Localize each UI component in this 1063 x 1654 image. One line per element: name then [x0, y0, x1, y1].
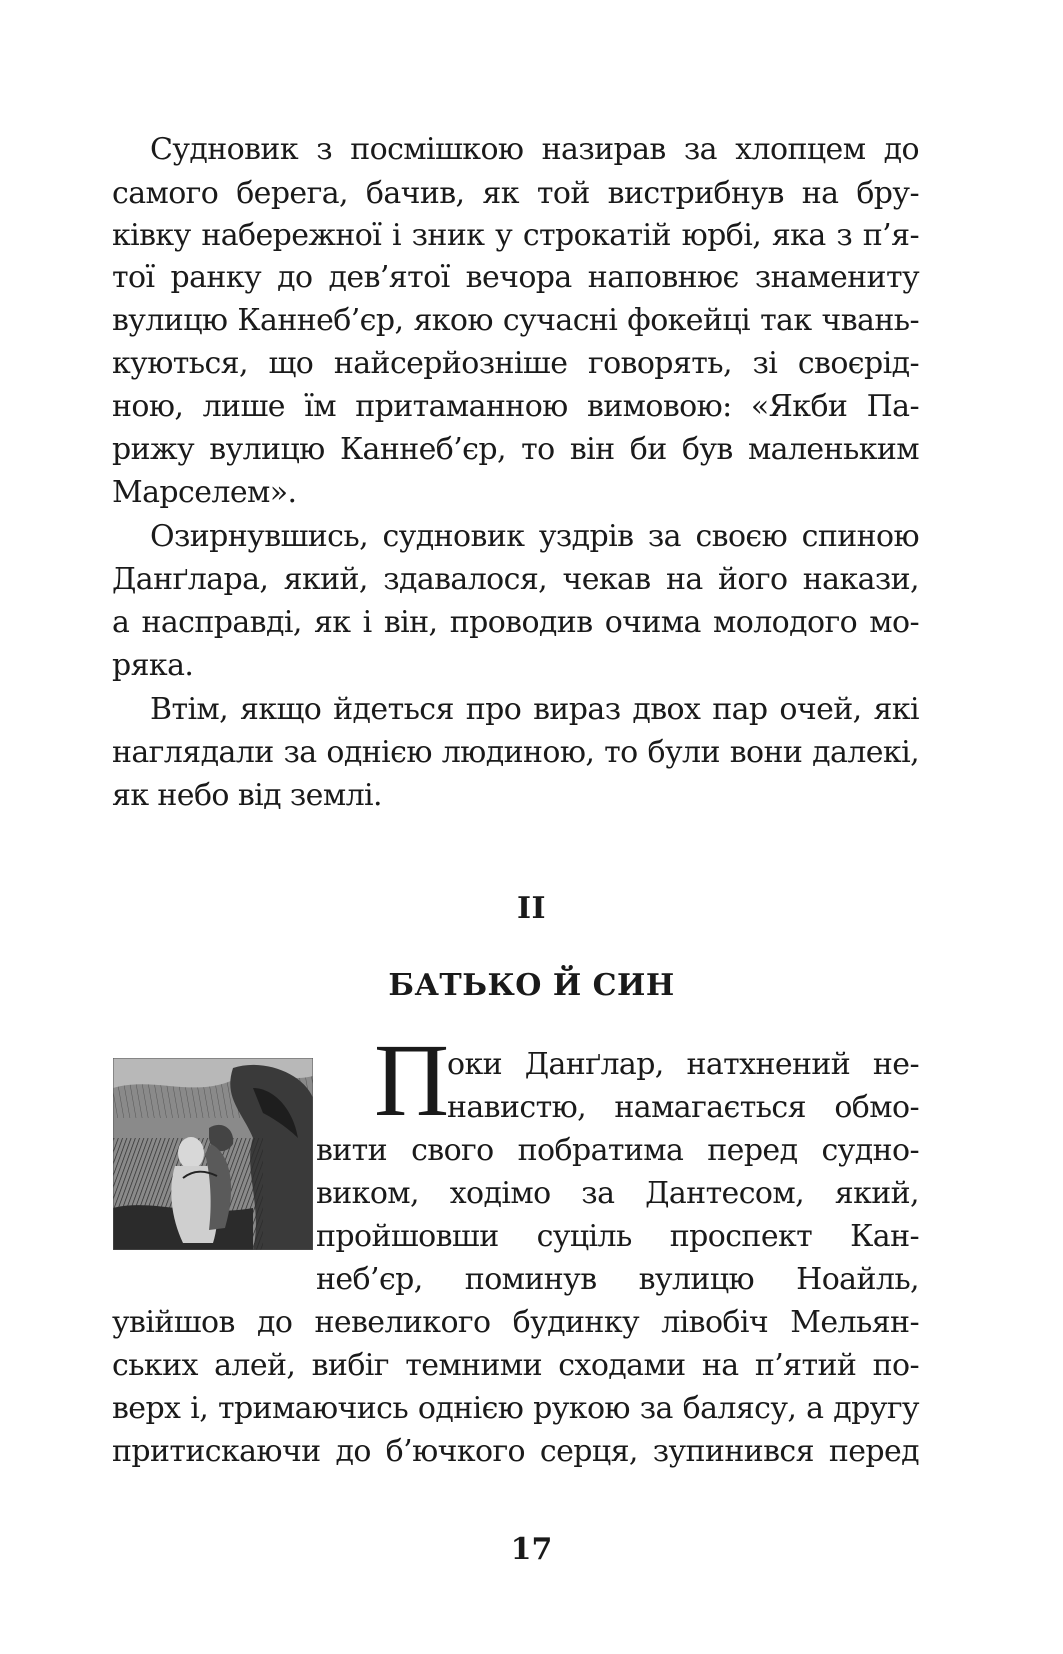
text-line: оки Данґлар, натхнений не-	[447, 1047, 919, 1082]
text-line: рижу вулицю Каннеб’єр, то він би був маленьким	[112, 432, 919, 467]
text-line: вулицю Каннеб’єр, якою сучасні фокейці так чвань-	[112, 303, 919, 338]
text-line: верх і, тримаючись однією рукою за балясу, а другу	[112, 1391, 919, 1426]
text-line: самого берега, бачив, як той вистрибнув на бру-	[112, 176, 919, 211]
text-line: як небо від землі.	[112, 778, 382, 813]
text-line: Данґлара, який, здавалося, чекав на його накази,	[112, 562, 919, 597]
text-line: Озирнувшись, судновик уздрів за своєю спиною	[150, 519, 919, 554]
text-line: навистю, намагається обмо-	[447, 1090, 919, 1125]
chapter-title: БАТЬКО Й СИН	[388, 968, 675, 1003]
text-line: виком, ходімо за Дантесом, який,	[316, 1176, 919, 1211]
text-line: ряка.	[112, 648, 194, 683]
engraving-illustration	[113, 1058, 313, 1250]
text-line: пройшовши суціль проспект Кан-	[316, 1219, 919, 1254]
text-line: ківку набережної і зник у строкатій юрбі, яка з п’я-	[112, 218, 919, 253]
text-line: а насправді, як і він, проводив очима молодого мо-	[112, 605, 919, 640]
chapter-number: II	[516, 891, 547, 926]
drop-cap-letter: П	[374, 1023, 450, 1138]
text-line: вити свого побратима перед судно-	[316, 1133, 919, 1168]
text-line: Судновик з посмішкою назирав за хлопцем до	[150, 132, 919, 167]
text-line: Марселем».	[112, 475, 297, 510]
text-line: наглядали за однією людиною, то були вони далекі,	[112, 735, 919, 770]
text-line: куються, що найсерйозніше говорять, зі своєрід-	[112, 346, 919, 381]
text-line: Втім, якщо йдеться про вираз двох пар очей, які	[150, 692, 919, 727]
text-line: притискаючи до б’ючкого серця, зупинився перед	[112, 1434, 919, 1469]
text-line: ною, лише їм притаманною вимовою: «Якби Па-	[112, 389, 919, 424]
text-line: тої ранку до дев’ятої вечора наповнює знамениту	[112, 260, 919, 295]
text-line: ських алей, вибіг темними сходами на п’ятий по-	[112, 1348, 919, 1383]
text-line: неб’єр, поминув вулицю Ноайль,	[316, 1262, 919, 1297]
page-number: 17	[510, 1532, 553, 1567]
text-line: увійшов до невеликого будинку лівобіч Мельян-	[112, 1305, 919, 1340]
